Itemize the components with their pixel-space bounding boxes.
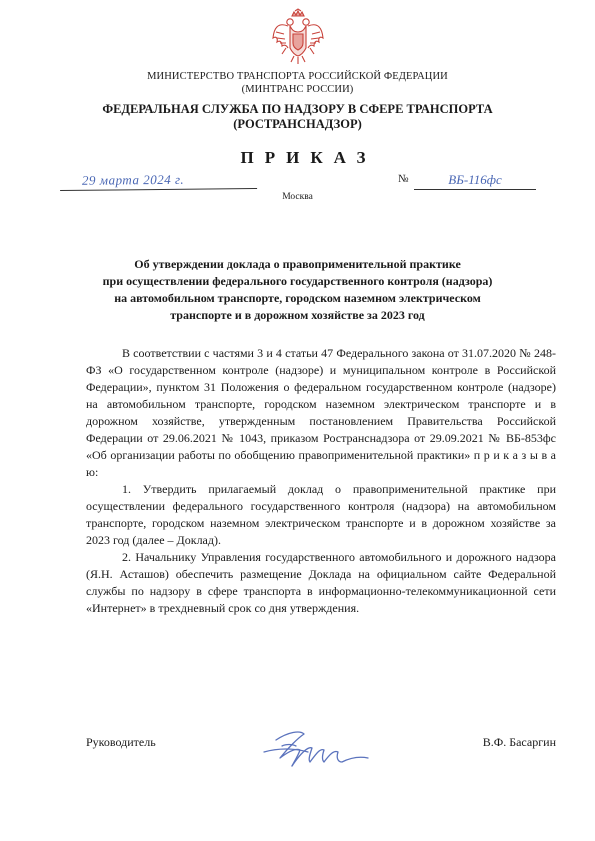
item-1-paragraph: 1. Утвердить прилагаемый доклад о правоприменительной практике при осуществлении федерального государственного контроля (надзора) на автомобильном транспорте, городском наземном электрическом транспорте и в дорожном хозяйстве за 2023 год (далее – Доклад). <box>86 482 556 547</box>
signatory-position: Руководитель <box>86 735 156 749</box>
ministry-name: МИНИСТЕРСТВО ТРАНСПОРТА РОССИЙСКОЙ ФЕДЕРАЦИИ <box>147 71 448 82</box>
order-number: ВБ-116фс <box>414 172 536 190</box>
title-line: на автомобильном транспорте, городском наземном электрическом <box>114 291 481 305</box>
order-title <box>60 256 535 324</box>
item-2-paragraph: 2. Начальнику Управления государственного автомобильного и дорожного надзора (Я.Н. Асташов) обеспечить размещение Доклада на официальном сайте Федеральной службы по надзору в сфере транспорта в информационно-телекоммуникационной сети «Интернет» в трехдневный срок со дня утверждения. <box>86 550 556 615</box>
order-body <box>86 345 556 617</box>
order-date: 29 марта 2024 г. <box>60 171 257 191</box>
service-heading <box>0 102 595 132</box>
number-label: № <box>398 173 409 185</box>
preamble-paragraph: В соответствии с частями 3 и 4 статьи 47 Федерального закона от 31.07.2020 № 248-ФЗ «О государственном контроле (надзоре) и муниципальном контроле в Российской Федерации», пунктом 31 Положения о федеральном государственном контроле (надзоре) на автомобильном транспорте, городском наземном электрическом транспорте и в дорожном хозяйстве, утвержденным постановлением Правительства Российской Федерации от 29.06.2021 № 1043, приказом Ространснадзора от 29.09.2021 № ВБ-853фс «Об организации работы по обобщению правоприменительной практики» п р и к а з ы в а ю: <box>86 346 556 479</box>
order-number-block <box>398 172 538 190</box>
ministry-heading <box>0 70 595 96</box>
service-abbr: (РОСТРАНСНАДЗОР) <box>233 117 362 131</box>
service-name: ФЕДЕРАЛЬНАЯ СЛУЖБА ПО НАДЗОРУ В СФЕРЕ ТРАНСПОРТА <box>102 102 493 116</box>
signatory-name: В.Ф. Басаргин <box>482 735 556 749</box>
ministry-abbr: (МИНТРАНС РОССИИ) <box>241 84 354 95</box>
title-line: транспорте и в дорожном хозяйстве за 2023 год <box>170 308 425 322</box>
title-line: при осуществлении федерального государственного контроля (надзора) <box>102 274 493 288</box>
city: Москва <box>282 192 313 202</box>
signature-block <box>86 735 556 765</box>
document-type: ПРИКАЗ <box>240 148 377 167</box>
title-line: Об утверждении доклада о правоприменительной практике <box>134 257 461 271</box>
coat-of-arms-icon <box>270 8 326 66</box>
